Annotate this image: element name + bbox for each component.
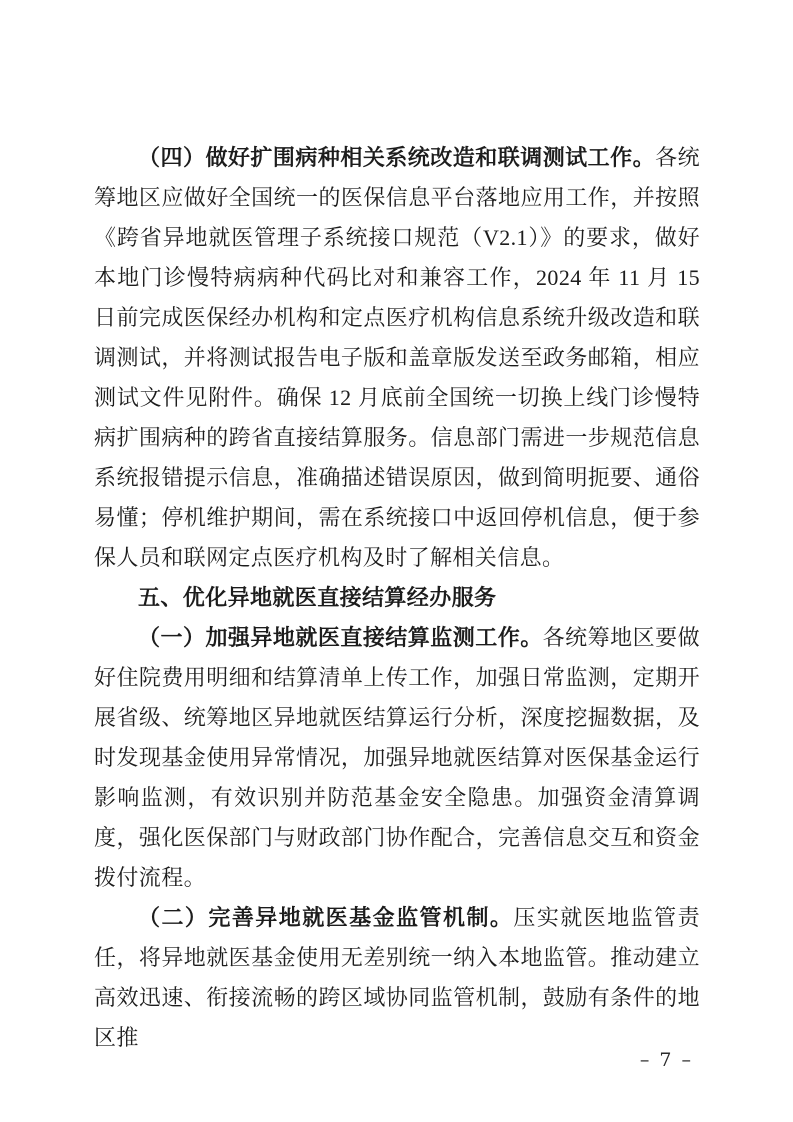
paragraph-item1-text: 各统筹地区要做好住院费用明细和结算清单上传工作，加强日常监测，定期开展省级、统筹地区异地就医结算运行分析，深度挖掘数据，及时发现基金使用异常情况，加强异地就医结算对医保基金运行影响监测，有效识别并防范基金安全隐患。加强资金清算调度，强化医保部门与财政部门协作配合，完善信息交互和资金拨付流程。 bbox=[94, 625, 700, 890]
paragraph-section4 bbox=[94, 138, 700, 578]
section-heading-5: 五、优化异地就医直接结算经办服务 bbox=[138, 585, 497, 610]
paragraph-item2-text: 压实就医地监管责任，将异地就医基金使用无差别统一纳入本地监管。推动建立高效迅速、衔接流畅的跨区域协同监管机制，鼓励有条件的地区推 bbox=[94, 905, 700, 1050]
paragraph-item2-lead: （二）完善异地就医基金监管机制。 bbox=[138, 905, 514, 930]
document-body bbox=[94, 138, 700, 1058]
paragraph-item1 bbox=[94, 618, 700, 898]
paragraph-section4-text: 各统筹地区应做好全国统一的医保信息平台落地应用工作，并按照《跨省异地就医管理子系统接口规范（V2.1）》的要求，做好本地门诊慢特病病种代码比对和兼容工作，2024 年 11 月 15 日前完成医保经办机构和定点医疗机构信息系统升级改造和联调测试，并将测试报告电子版和盖章版发送至政务邮箱，相应测试文件见附件。确保 12 月底前全国统一切换上线门诊慢特病扩围病种的跨省直接结算服务。信息部门需进一步规范信息系统报错提示信息，准确描述错误原因，做到简明扼要、通俗易懂；停机维护期间，需在系统接口中返回停机信息，便于参保人员和联网定点医疗机构及时了解相关信息。 bbox=[94, 145, 700, 570]
paragraph-section4-lead: （四）做好扩围病种相关系统改造和联调测试工作。 bbox=[138, 145, 656, 170]
page-number: – 7 – bbox=[639, 1049, 693, 1071]
paragraph-item2 bbox=[94, 898, 700, 1058]
paragraph-item1-lead: （一）加强异地就医直接结算监测工作。 bbox=[138, 625, 543, 650]
